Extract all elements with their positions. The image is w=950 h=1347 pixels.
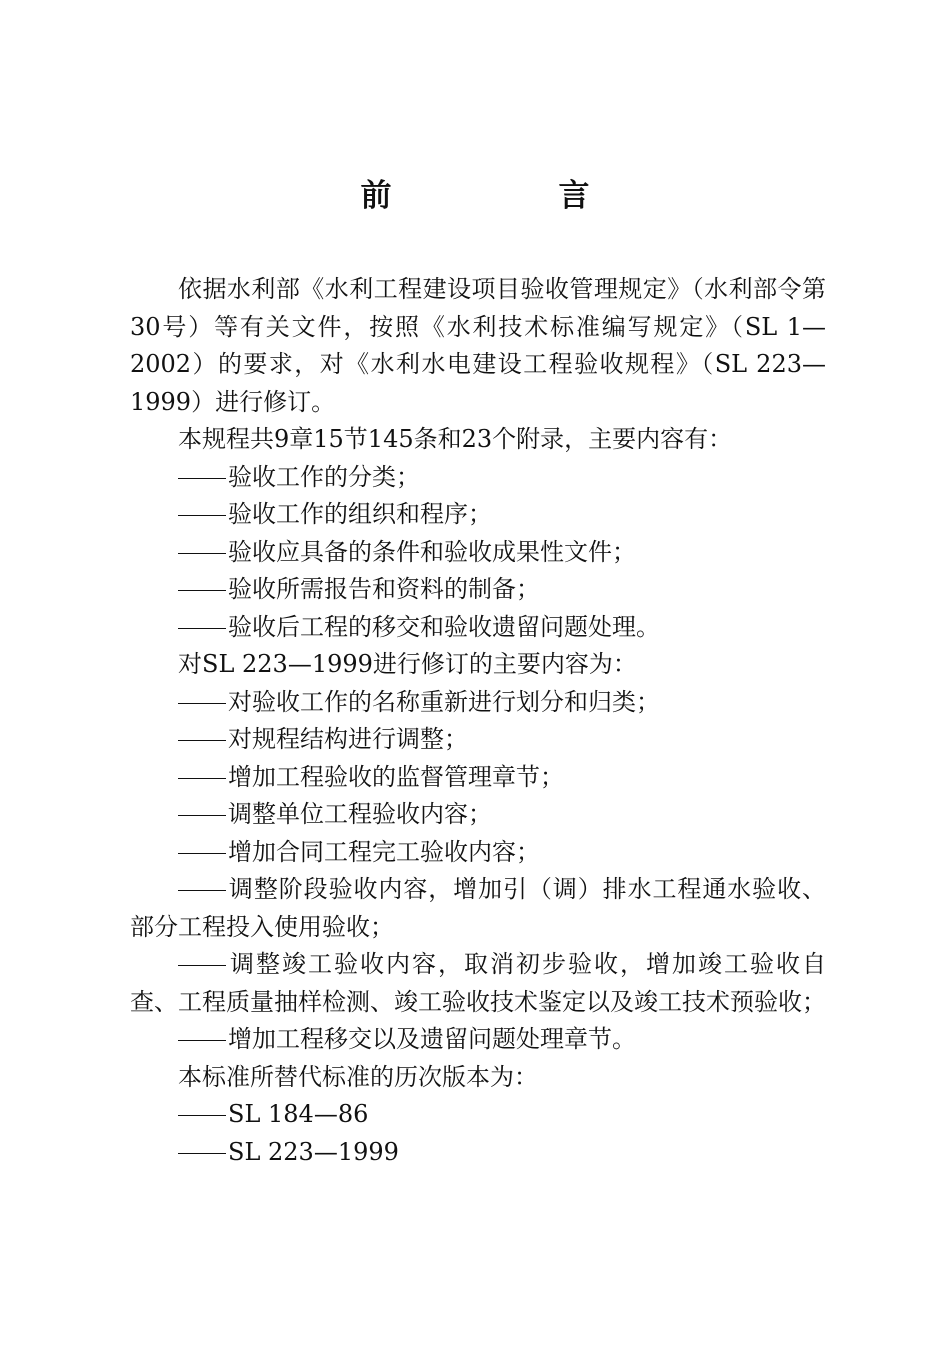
- dash-mark: [178, 628, 226, 629]
- list-item: 对规程结构进行调整；: [130, 721, 826, 759]
- list-item: 调整单位工程验收内容；: [130, 796, 826, 834]
- history-versions-list: [130, 1096, 826, 1171]
- revisions-list: [130, 684, 826, 1059]
- preface-body: [130, 271, 826, 1171]
- list-item: 增加工程移交以及遗留问题处理章节。: [130, 1021, 826, 1059]
- dash-mark: [178, 478, 226, 479]
- dash-mark: [178, 778, 226, 779]
- list-item: 调整竣工验收内容，取消初步验收，增加竣工验收自查、工程质量抽样检测、竣工验收技术鉴定以及竣工技术预验收；: [130, 950, 826, 1016]
- list-item: 验收工作的分类；: [130, 459, 826, 497]
- dash-mark: [178, 965, 226, 966]
- history-heading: 本标准所替代标准的历次版本为：: [178, 1062, 538, 1091]
- list-item: 验收所需报告和资料的制备；: [130, 571, 826, 609]
- revision-heading: 对SL 223—1999进行修订的主要内容为：: [178, 650, 637, 678]
- list-item: 调整阶段验收内容，增加引（调）排水工程通水验收、部分工程投入使用验收；: [130, 875, 826, 941]
- dash-mark: [178, 590, 226, 591]
- main-contents-list: [130, 459, 826, 647]
- dash-mark: [178, 1153, 226, 1154]
- dash-mark: [178, 815, 226, 816]
- list-item: 验收后工程的移交和验收遗留问题处理。: [130, 609, 826, 647]
- dash-mark: [178, 703, 226, 704]
- list-item: SL 184—86: [130, 1096, 826, 1134]
- page-title: 前 言: [360, 178, 658, 214]
- summary-heading: 本规程共9章15节145条和23个附录，主要内容有：: [178, 425, 733, 453]
- dash-mark: [178, 890, 226, 891]
- dash-mark: [178, 1115, 226, 1116]
- list-item: 对验收工作的名称重新进行划分和归类；: [130, 684, 826, 722]
- list-item: 增加工程验收的监督管理章节；: [130, 759, 826, 797]
- list-item: 验收应具备的条件和验收成果性文件；: [130, 534, 826, 572]
- dash-mark: [178, 553, 226, 554]
- dash-mark: [178, 1040, 226, 1041]
- dash-mark: [178, 853, 226, 854]
- list-item: 增加合同工程完工验收内容；: [130, 834, 826, 872]
- dash-mark: [178, 740, 226, 741]
- dash-mark: [178, 515, 226, 516]
- list-item: SL 223—1999: [130, 1134, 826, 1172]
- list-item: 验收工作的组织和程序；: [130, 496, 826, 534]
- intro-paragraph: 依据水利部《水利工程建设项目验收管理规定》（水利部令第30号）等有关文件，按照《水利技术标准编写规定》（SL 1—2002）的要求，对《水利水电建设工程验收规程》（SL 223—1999）进行修订。: [130, 275, 826, 416]
